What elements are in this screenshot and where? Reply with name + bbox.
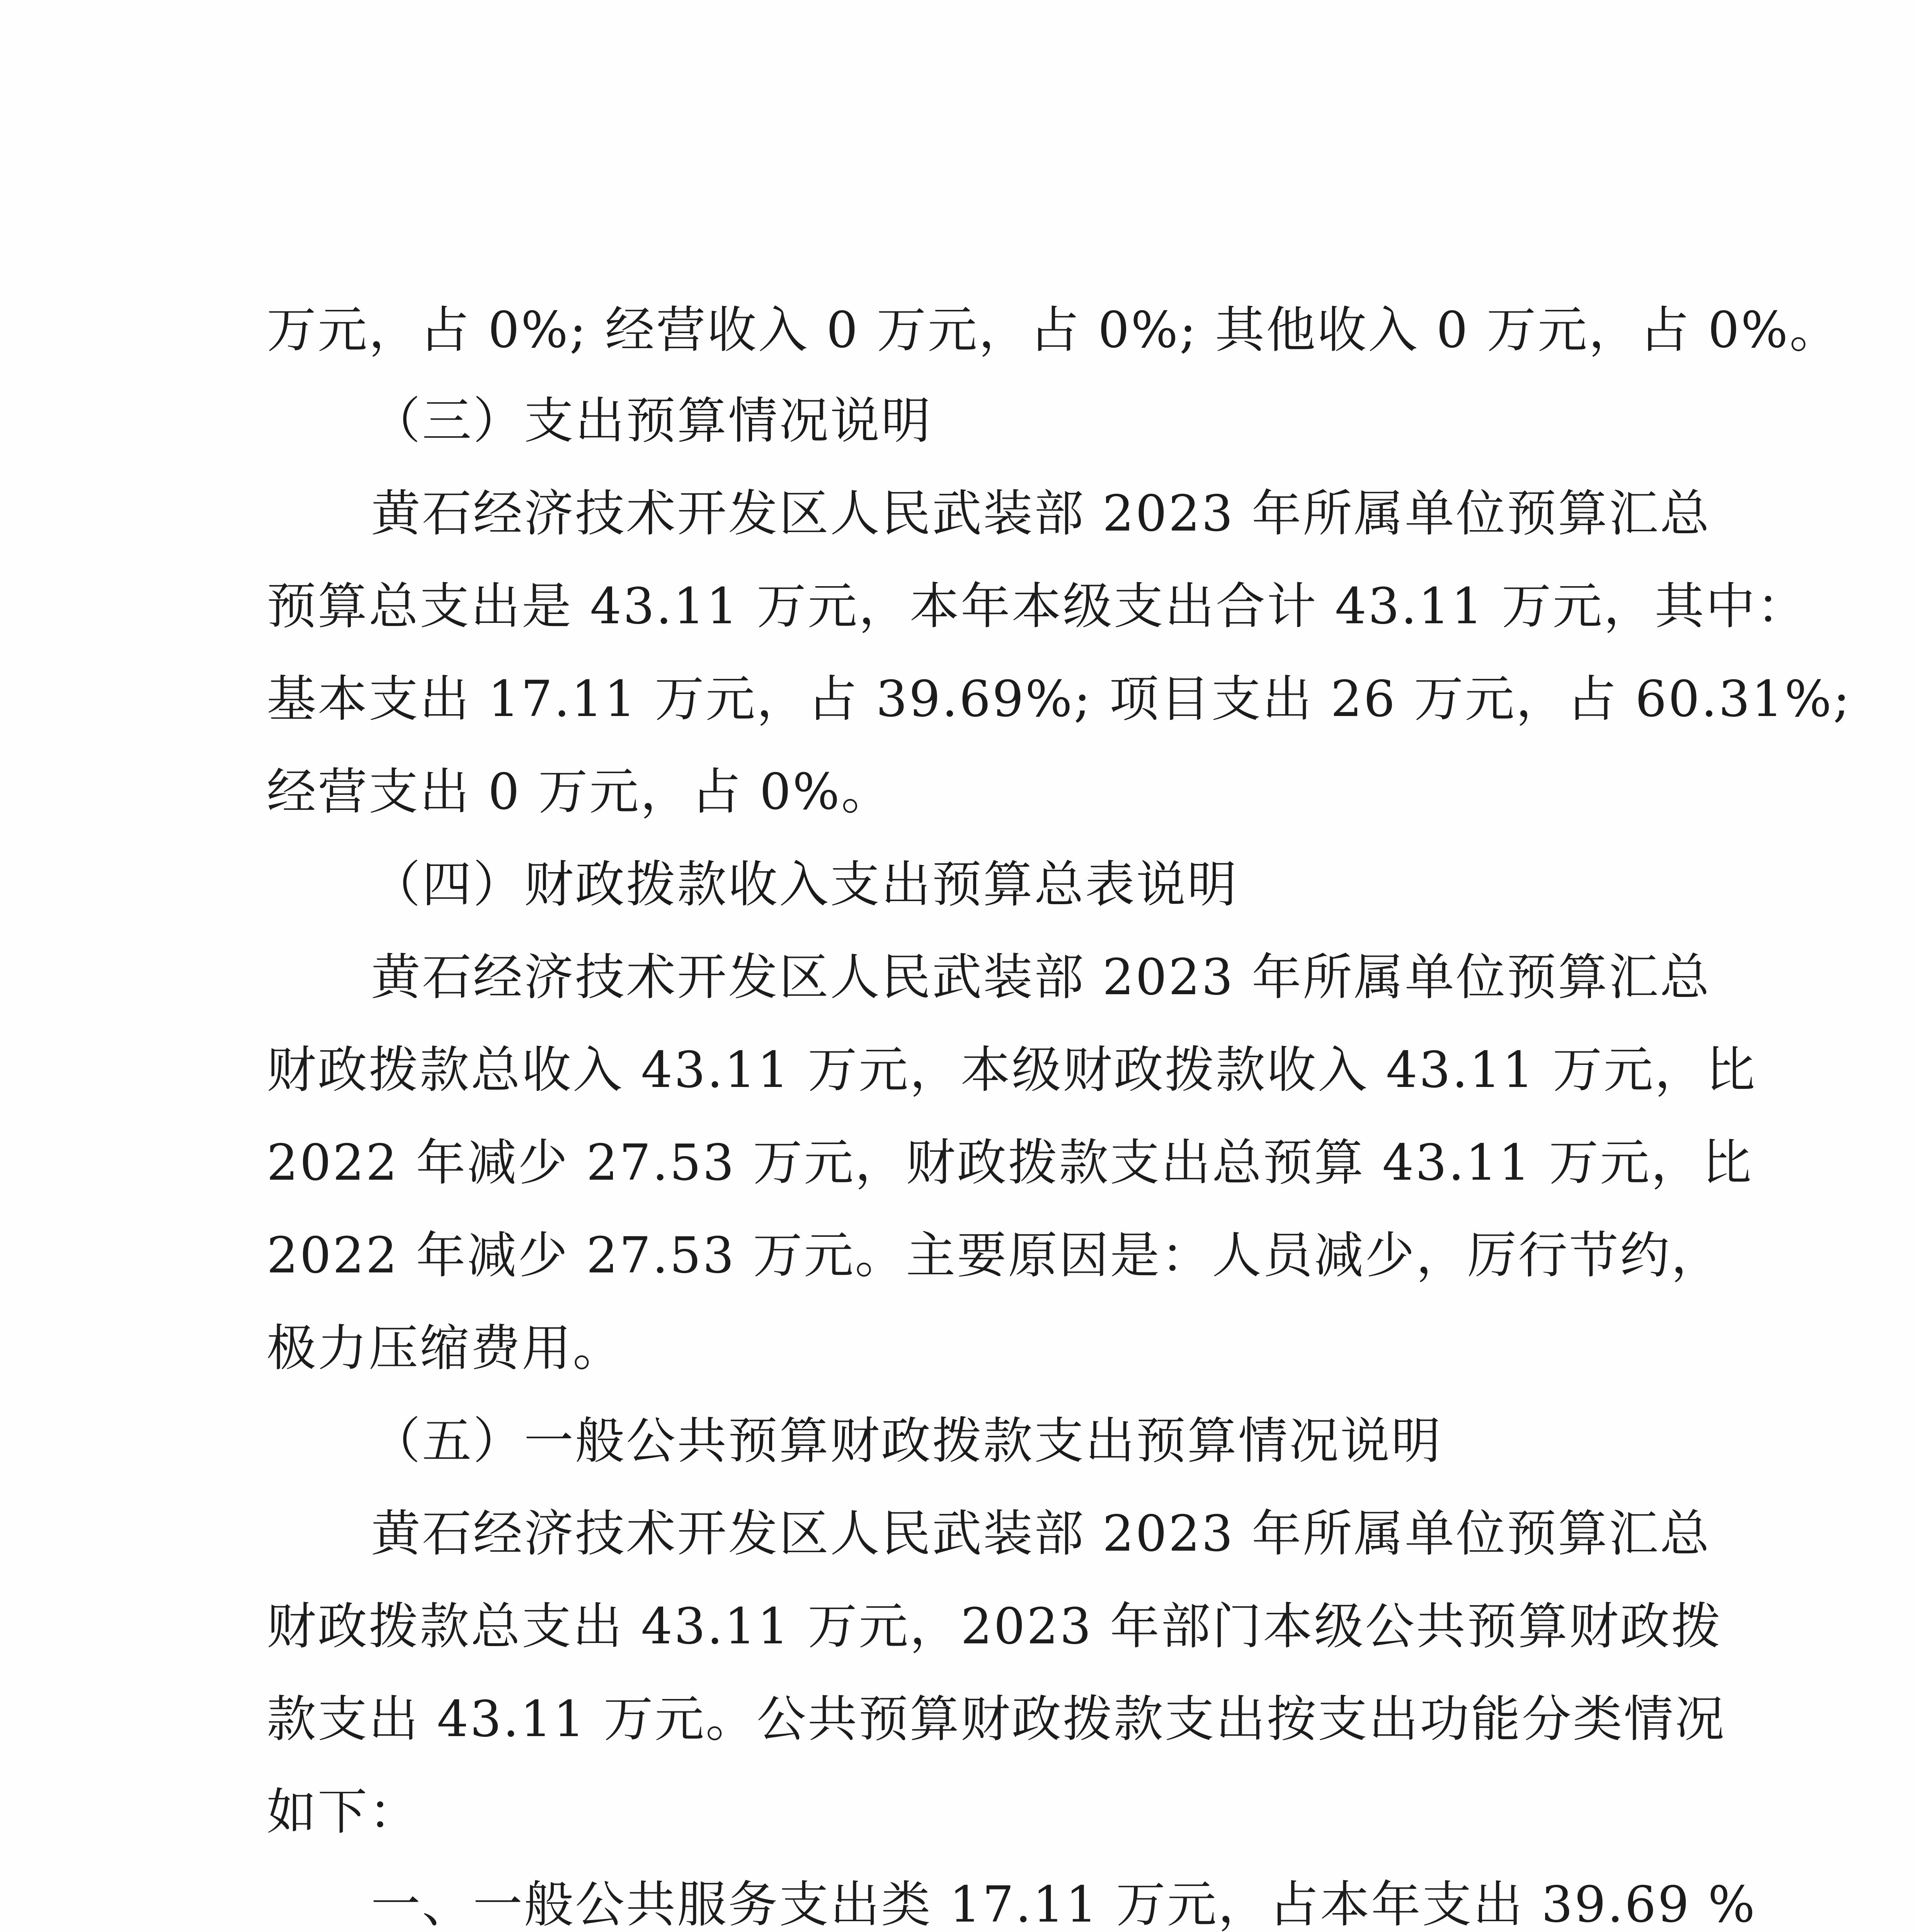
paragraph-line: 2022 年减少 27.53 万元，财政拨款支出总预算 43.11 万元，比: [267, 1134, 1753, 1192]
paragraph-line: 预算总支出是 43.11 万元，本年本级支出合计 43.11 万元，其中：: [267, 578, 1808, 635]
paragraph-line: 基本支出 17.11 万元，占 39.69%; 项目支出 26 万元，占 60.31%;: [267, 670, 1851, 728]
paragraph-line: 黄石经济技术开发区人民武装部 2023 年所属单位预算汇总: [371, 485, 1711, 543]
paragraph-line: 2022 年减少 27.53 万元。主要原因是：人员减少，厉行节约，: [267, 1227, 1722, 1284]
paragraph-line: 财政拨款总收入 43.11 万元，本级财政拨款收入 43.11 万元，比: [267, 1041, 1757, 1099]
paragraph-line: 黄石经济技术开发区人民武装部 2023 年所属单位预算汇总: [371, 1505, 1711, 1563]
paragraph-line: 财政拨款总支出 43.11 万元，2023 年部门本级公共预算财政拨: [267, 1598, 1722, 1655]
text-line-continuation: 万元，占 0%; 经营收入 0 万元，占 0%; 其他收入 0 万元，占 0%。: [267, 301, 1841, 359]
section-heading-fiscal-summary: （四）财政拨款收入支出预算总表说明: [371, 856, 1239, 913]
paragraph-line: 经营支出 0 万元，占 0%。: [267, 763, 892, 821]
section-heading-expenditure: （三）支出预算情况说明: [371, 392, 932, 450]
paragraph-line: 黄石经济技术开发区人民武装部 2023 年所属单位预算汇总: [371, 949, 1711, 1006]
paragraph-line: 如下：: [267, 1783, 420, 1841]
list-item: 一、一般公共服务支出类 17.11 万元，占本年支出 39.69 %: [371, 1876, 1757, 1932]
section-heading-general-public-budget: （五）一般公共预算财政拨款支出预算情况说明: [371, 1412, 1443, 1470]
paragraph-line: 极力压缩费用。: [267, 1320, 624, 1377]
paragraph-line: 款支出 43.11 万元。公共预算财政拨款支出按支出功能分类情况: [267, 1690, 1726, 1748]
